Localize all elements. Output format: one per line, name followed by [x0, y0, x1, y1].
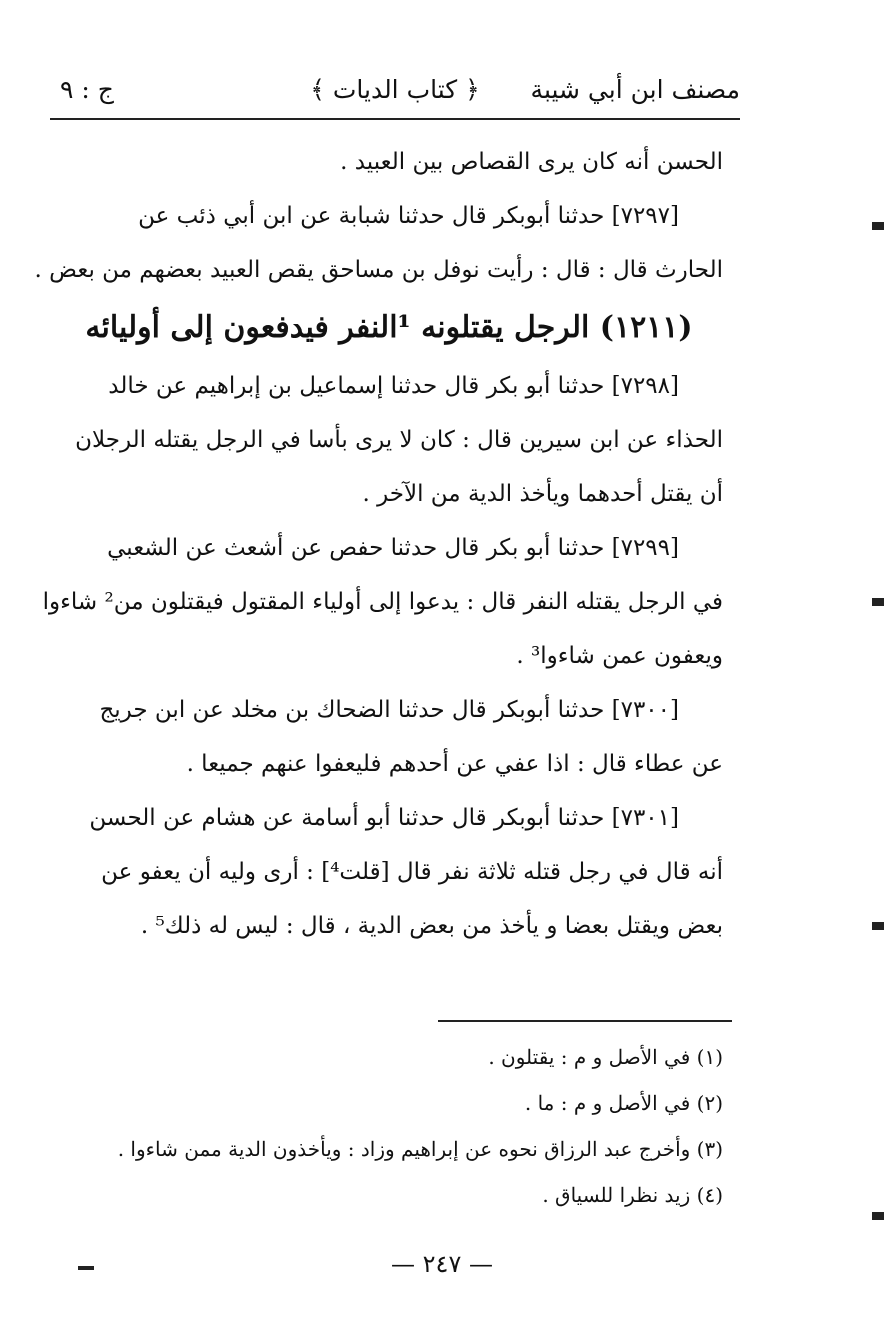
text-line: أنه قال في رجل قتله ثلاثة نفر قال [قلت⁴] : أرى وليه أن يعفو عن [101, 859, 723, 885]
text-line: بعض ويقتل بعضا و يأخذ من بعض الدية ، قال : ليس له ذلك⁵ . [140, 913, 723, 939]
margin-mark [78, 1266, 94, 1270]
main-text [34, 135, 723, 953]
text-line: ويعفون عمن شاءوا³ . [516, 643, 723, 669]
page-header [50, 66, 740, 118]
footnote: (٣) وأخرج عبد الرزاق نحوه عن إبراهيم وزاد : ويأخذون الدية ممن شاءوا . [117, 1137, 723, 1161]
footnotes [55, 1034, 723, 1218]
section-heading: (١٢١١) الرجل يقتلونه ¹النفر فيدفعون إلى أوليائه [85, 310, 693, 345]
text-line: [٧٢٩٩] حدثنا أبو بكر قال حدثنا حفص عن أشعث عن الشعبي [107, 535, 679, 561]
footnote: (٤) زيد نظرا للسياق . [542, 1183, 723, 1207]
chapter-title: ﴿ كتاب الديات ﴾ [310, 75, 480, 104]
text-line: عن عطاء قال : اذا عفي عن أحدهم فليعفوا عنهم جميعا . [186, 751, 723, 777]
text-line: الحذاء عن ابن سيرين قال : كان لا يرى بأسا في الرجل يقتله الرجلان [75, 427, 723, 453]
margin-mark [872, 222, 884, 230]
book-title: مصنف ابن أبي شيبة [530, 75, 740, 104]
text-line: في الرجل يقتله النفر قال : يدعوا إلى أولياء المقتول فيقتلون من² شاءوا [42, 589, 723, 615]
text-line: الحسن أنه كان يرى القصاص بين العبيد . [340, 149, 723, 175]
volume-number: ج : ٩ [60, 75, 114, 104]
text-line: أن يقتل أحدهما ويأخذ الدية من الآخر . [362, 481, 723, 507]
footnote: (٢) في الأصل و م : ما . [524, 1091, 723, 1115]
text-line: [٧٢٩٨] حدثنا أبو بكر قال حدثنا إسماعيل بن إبراهيم عن خالد [108, 373, 679, 399]
margin-mark [872, 1212, 884, 1220]
text-line: [٧٢٩٧] حدثنا أبوبكر قال حدثنا شبابة عن ابن أبي ذئب عن [138, 203, 679, 229]
margin-mark [872, 598, 884, 606]
footnote-separator [438, 1020, 732, 1022]
margin-mark [872, 922, 884, 930]
text-line: [٧٣٠٠] حدثنا أبوبكر قال حدثنا الضحاك بن مخلد عن ابن جريج [99, 697, 679, 723]
footnote: (١) في الأصل و م : يقتلون . [488, 1045, 723, 1069]
page-number: — ٢٤٧ — [391, 1250, 493, 1278]
header-rule [50, 118, 740, 120]
text-line: [٧٣٠١] حدثنا أبوبكر قال حدثنا أبو أسامة عن هشام عن الحسن [89, 805, 679, 831]
text-line: الحارث قال : قال : رأيت نوفل بن مساحق يقص العبيد بعضهم من بعض . [34, 257, 723, 283]
